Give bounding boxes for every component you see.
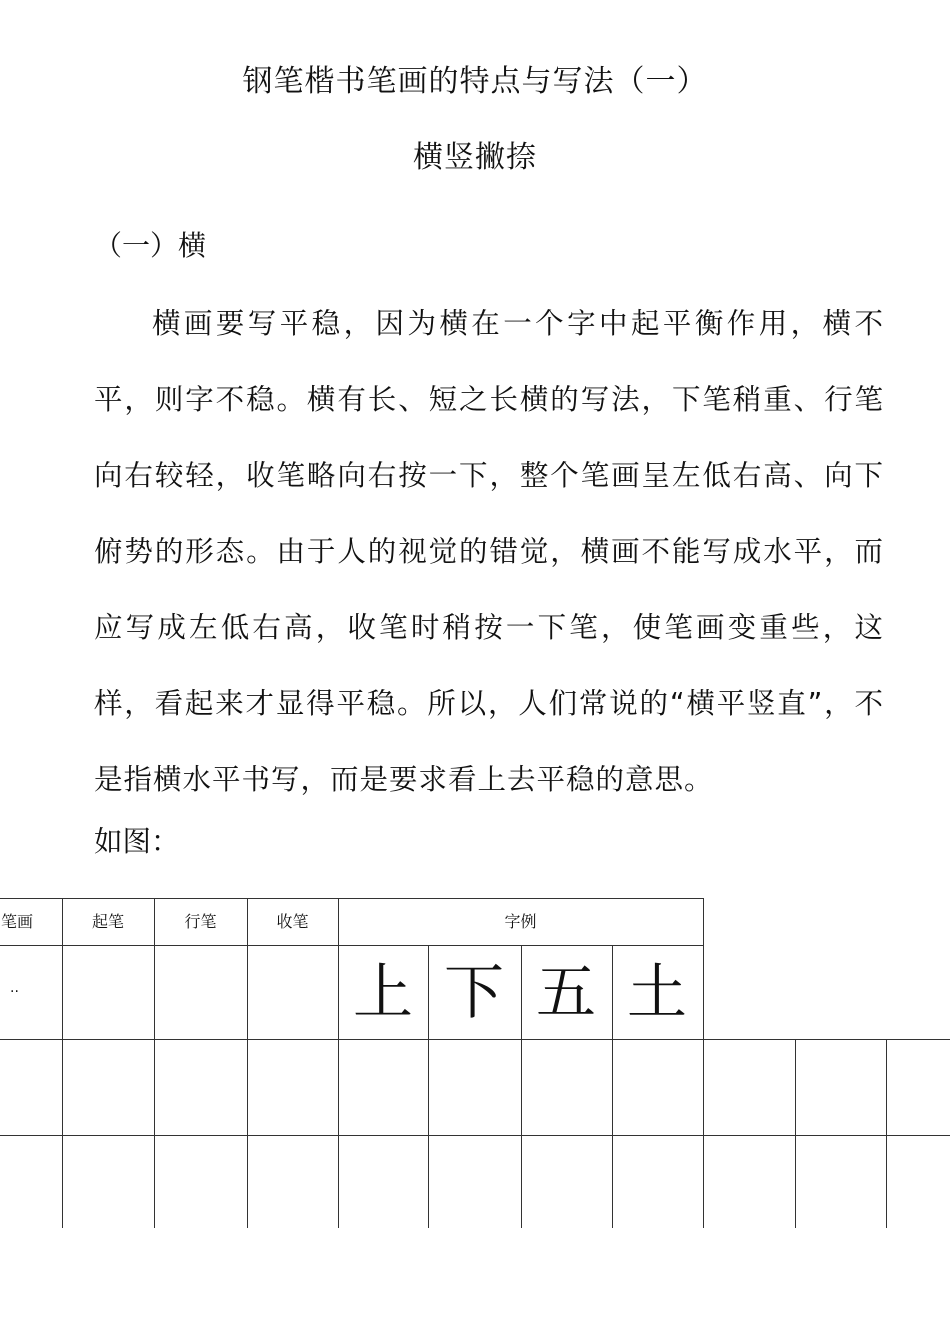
table-line — [62, 898, 63, 1228]
table-line — [0, 1135, 950, 1136]
header-examples: 字例 — [504, 912, 537, 931]
example-char: 五 — [536, 958, 596, 1028]
header-finish: 收笔 — [276, 912, 309, 931]
table-line — [338, 898, 339, 1228]
example-char: 土 — [627, 958, 687, 1028]
header-move: 行笔 — [184, 912, 217, 931]
figure-label: 如图： — [94, 825, 180, 858]
table-line — [886, 1039, 887, 1228]
document-title: 钢笔楷书笔画的特点与写法（一） — [242, 64, 708, 99]
stroke-mark: ·· — [10, 984, 19, 1000]
example-char: 上 — [353, 958, 413, 1028]
body-paragraph: 横画要写平稳，因为横在一个字中起平衡作用，横不平，则字不稳。横有长、短之长横的写法，下笔稍重、行笔向右较轻，收笔略向右按一下，整个笔画呈左低右高、向下俯势的形态。由于人的视觉的错觉，横画不能写成水平，而应写成左低右高，收笔时稍按一下笔，使笔画变重些，这样，看起来才显得平稳。所以，人们常说的“横平竖直”，不是指横水平书写，而是要求看上去平稳的意思。 — [94, 307, 884, 796]
table-line — [0, 1039, 950, 1040]
header-stroke: 笔画 — [0, 912, 33, 931]
table-line — [247, 898, 248, 1228]
example-char: 下 — [444, 958, 504, 1028]
header-start: 起笔 — [91, 912, 124, 931]
document-subtitle: 横竖撇捺 — [413, 140, 537, 175]
table-line — [795, 1039, 796, 1228]
table-line — [0, 945, 704, 946]
table-line — [0, 898, 704, 899]
table-line — [154, 898, 155, 1228]
table-line — [703, 898, 704, 1228]
section-heading: （一）横 — [94, 229, 207, 262]
